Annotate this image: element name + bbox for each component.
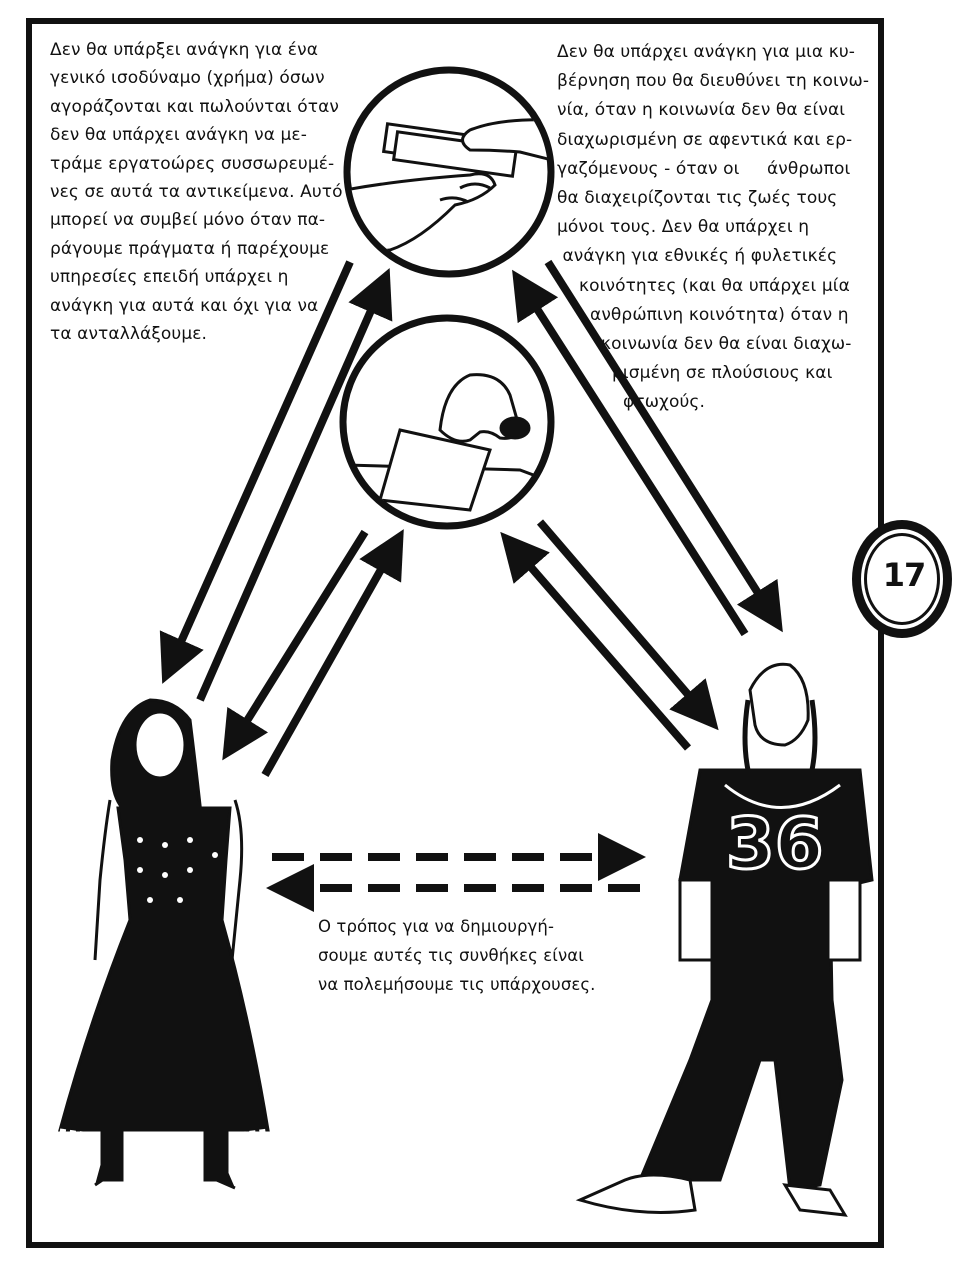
dashed-arrows [272,857,640,888]
money-paragraph: Δεν θα υπάρξει ανάγκη για ένα γενικό ισοδύναμο (χρήμα) όσων αγοράζονται και πωλούνται όταν δεν θα υπάρχει ανάγκη να με- τράμε εργατοώρες συσσωρευμέ- νες σε αυτά τα αντικείμενα. Αυτό μπορεί να συμβεί μόνο όταν πα- ράγουμε πράγματα ή παρέχουμε υπηρεσίες επειδή υπάρχει η ανάγκη για αυτά και όχι για να τα ανταλλάξουμε. [50,40,343,345]
man-figure [580,664,872,1215]
page-number: 17 [882,556,926,594]
government-paragraph: Δεν θα υπάρχει ανάγκη για μια κυ- βέρνηση που θα διευθύνει τη κοινω- νία, όταν η κοινωνία δεν θα είναι διαχωρισμένη σε αφεντικά και ερ- γαζόμενους - όταν οι άνθρωποι θα διαχειρίζονται τις ζωές τους μόνοι τους. Δεν θα υπάρχει η ανάγκη για εθνικές ή φυλετικές κοινότητες (και θα υπάρχει μία ανθρώπινη κοινότητα) όταν η κοινωνία δεν θα είναι διαχω- ρισμένη σε πλούσιους και φτωχούς. [557,42,870,413]
ballot-voting-icon [343,318,560,526]
conclusion-paragraph: Ο τρόπος για να δημιουργή- σουμε αυτές τις συνθήκες είναι να πολεμήσουμε τις υπάρχουσες. [318,917,596,994]
woman-figure [60,700,268,1188]
money-exchange-icon [340,70,552,274]
svg-text:36: 36 [726,803,824,885]
